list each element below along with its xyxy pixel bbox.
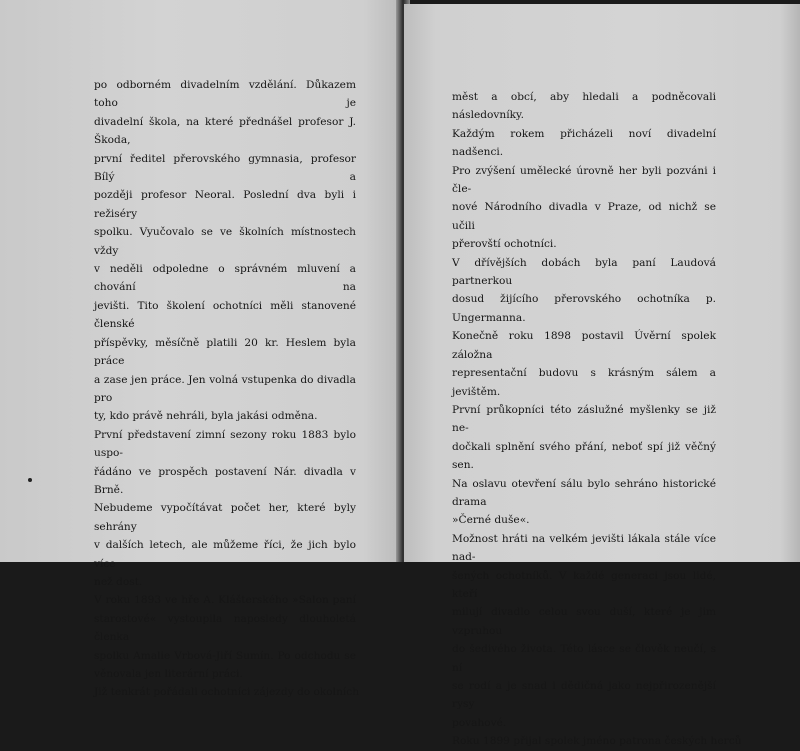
text-line: První průkopníci této záslužné myšlenky se již ne- — [452, 403, 716, 435]
text-line: První představení zimní sezony roku 1883 bylo uspo- — [94, 428, 356, 460]
text-line: dosud žijícího přerovského ochotníka p. Ungermanna. — [452, 293, 716, 324]
text-line: první ředitel přerovského gymnasia, profesor Bílý a — [94, 152, 356, 184]
text-line: příspěvky, měsíčně platili 20 kr. Heslem byla práce — [94, 336, 356, 368]
left-page — [0, 0, 404, 699]
text-line: Možnost hráti na velkém jevišti lákala stále více nad- — [452, 532, 716, 564]
text-line: starostové« vystoupila naposledy dlouholetá členka — [94, 612, 356, 644]
text-line: Konečně roku 1898 postavil Úvěrní spolek záložna — [452, 330, 716, 361]
text-line: měst a obcí, aby hledali a podněcovali následovníky. — [452, 91, 716, 122]
text-line: divadelní škola, na které přednášel profesor J. Škoda, — [94, 115, 356, 147]
text-line: než dost. — [94, 575, 143, 588]
text-line: V roku 1893 ve hře A. Klášterského »Salon paní — [94, 594, 356, 607]
right-page — [404, 4, 800, 748]
text-line: Pro zvýšení umělecké úrovně her byli pozváni i čle- — [452, 164, 716, 196]
text-line: v dalších letech, ale můžeme říci, že jich bylo více — [94, 539, 356, 570]
text-line: ty, kdo právě nehráli, byla jakási odměna. — [94, 410, 318, 423]
text-line: řádáno ve prospěch postavení Nár. divadla v Brně. — [94, 465, 356, 496]
text-line: po odborném divadelním vzdělání. Důkazem toho je — [94, 79, 356, 110]
text-line: přerovští ochotníci. — [452, 238, 557, 251]
text-line: spolku Amalie Vrbová-Jiří Sumín. Po odchodu se — [94, 649, 356, 662]
text-line: milují divadlo celou svou duší, které je jim vzpruhou — [452, 606, 716, 637]
text-line: šených ochotníků. V každé generaci jsou lidé, kteří — [452, 569, 716, 600]
text-line: spolku. Vyučovalo se ve školních místnostech vždy — [94, 226, 356, 257]
right-page-text — [452, 88, 742, 751]
text-line: representační budovu s krásným sálem a jevištěm. — [452, 367, 716, 398]
text-line: se rodí a je snad i dědičná jako nejpřirozenější rysy — [452, 680, 716, 711]
text-line: věnovala jen literární práci. — [94, 668, 243, 680]
text-line: nové Národního divadla v Praze, od nichž se učili — [452, 201, 716, 232]
text-line: povahové. — [452, 716, 507, 729]
text-line: do šedivého života. Této lásce se člověk neučí, s ní — [452, 643, 716, 674]
text-line: Každým rokem přicházeli noví divadelní nadšenci. — [452, 127, 716, 159]
text-line: Již tenkrát pořádali ochotníci zájezdy do okolních — [94, 686, 360, 699]
text-line: »Černé duše«. — [452, 514, 530, 527]
left-page-text — [94, 76, 360, 702]
text-line: později profesor Neoral. Poslední dva byli i režiséry — [94, 189, 356, 220]
text-line: a zase jen práce. Jen volná vstupenka do divadla pro — [94, 373, 356, 404]
text-line: dočkali splnění svého přání, neboť spí již věčný sen. — [452, 440, 716, 472]
ink-speck — [28, 478, 32, 482]
text-line: Roku 1899 přijal spolek jméno patrona českých herců — [452, 735, 742, 748]
text-line: Na oslavu otevření sálu bylo sehráno historické drama — [452, 477, 716, 508]
text-line: v neděli odpoledne o správném mluvení a chování na — [94, 263, 356, 294]
text-line: Nebudeme vypočítávat počet her, které byly sehrány — [94, 502, 356, 533]
text-line: V dřívějších dobách byla paní Laudová partnerkou — [452, 256, 716, 288]
text-line: jevišti. Tito školení ochotníci měli stanovené členské — [94, 299, 356, 331]
